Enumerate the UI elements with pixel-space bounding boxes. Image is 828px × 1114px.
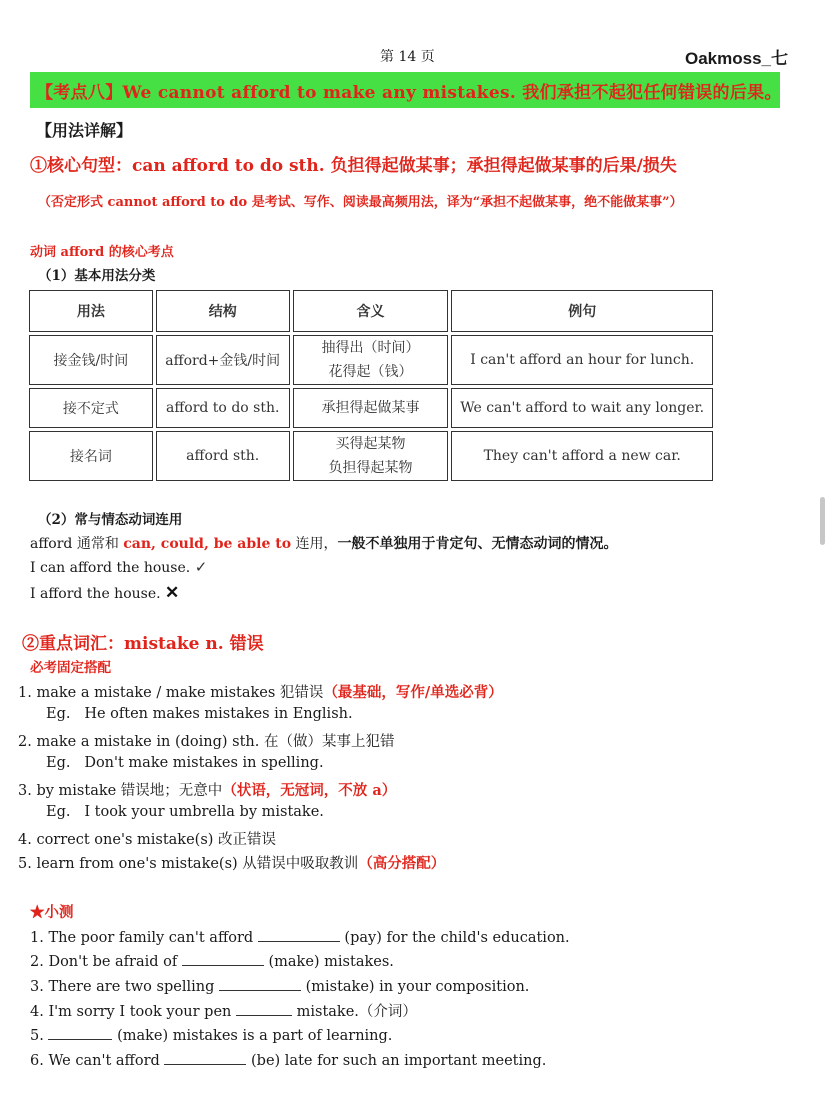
banner-text: 【考点八】We cannot afford to make any mistakes. 我们承担不起犯任何错误的后果。: [36, 82, 782, 103]
quiz-text: (make) mistakes is a part of learning.: [117, 1028, 393, 1044]
modal-text-part: afford 通常和: [30, 536, 119, 552]
answer-blank[interactable]: [236, 1001, 292, 1016]
quiz-item: [30, 951, 394, 970]
answer-blank[interactable]: [182, 951, 264, 966]
eg-label: Eg.: [46, 706, 71, 722]
quiz-number: 4.: [30, 1004, 44, 1020]
col-header-structure: 结构: [156, 290, 290, 332]
eg-text: He often makes mistakes in English.: [84, 706, 353, 722]
item-note: （高分搭配）: [358, 855, 446, 872]
meaning-line: 花得起（钱）: [328, 364, 413, 380]
usage-table: [26, 287, 716, 484]
table-row: [29, 388, 713, 428]
correct-example-text: I can afford the house.: [30, 560, 191, 576]
quiz-text: We can't afford: [48, 1053, 160, 1069]
core-pattern-note: （否定形式 cannot afford to do 是考试、写作、阅读最高频用法，译为“承担不起做某事，绝不能做某事”）: [38, 195, 683, 210]
cross-icon: ✕: [165, 583, 180, 603]
answer-blank[interactable]: [48, 1025, 112, 1040]
quiz-item: [30, 1025, 392, 1044]
item-text: learn from one's mistake(s) 从错误中吸取教训: [36, 856, 359, 872]
correct-example: [30, 558, 207, 576]
modal-usage-text: [30, 533, 618, 553]
eg-text: I took your umbrella by mistake.: [84, 804, 324, 820]
list-item: [18, 730, 394, 751]
meaning-line: 买得起某物: [335, 436, 406, 452]
quiz-number: 1.: [30, 930, 44, 946]
item-number: 4.: [18, 832, 32, 848]
quiz-text: mistake.（介词）: [296, 1004, 417, 1020]
item-text: by mistake 错误地；无意中: [36, 783, 223, 799]
quiz-item: [30, 976, 529, 995]
wrong-example: [30, 583, 179, 603]
item-number: 5.: [18, 856, 32, 872]
cell-structure: afford to do sth.: [156, 388, 290, 428]
eg-text: Don't make mistakes in spelling.: [84, 755, 324, 771]
quiz-text: Don't be afraid of: [48, 954, 178, 970]
item-number: 2.: [18, 734, 32, 750]
afford-core-title: 动词 afford 的核心考点: [30, 245, 174, 260]
list-item: [18, 779, 396, 800]
answer-blank[interactable]: [219, 976, 301, 991]
core-pattern-title: ①核心句型：can afford to do sth. 负担得起做某事；承担得起做某事的后果/损失: [30, 156, 677, 176]
list-item: [18, 681, 503, 702]
cell-usage: 接不定式: [29, 388, 153, 428]
quiz-text: I'm sorry I took your pen: [48, 1004, 232, 1020]
item-note: （最基础，写作/单选必背）: [323, 684, 503, 701]
quiz-number: 5.: [30, 1028, 44, 1044]
meaning-line: 抽得出（时间）: [321, 340, 420, 356]
scrollbar-thumb[interactable]: [820, 497, 825, 545]
cell-usage: 接名词: [29, 431, 153, 481]
item-number: 3.: [18, 783, 32, 799]
cell-example: They can't afford a new car.: [451, 431, 713, 481]
cell-meaning: [293, 335, 449, 385]
quiz-text: (be) late for such an important meeting.: [251, 1053, 547, 1069]
vocab-title: ②重点词汇：mistake n. 错误: [22, 634, 264, 654]
quiz-text: (make) mistakes.: [268, 954, 394, 970]
check-icon: ✓: [194, 558, 208, 576]
quiz-item: [30, 927, 570, 946]
modal-text-part: 连用，: [295, 536, 338, 552]
list-item-example: [46, 706, 353, 722]
page-number: 第 14 页: [380, 49, 435, 65]
cell-structure: afford+金钱/时间: [156, 335, 290, 385]
modal-emphasis: 一般不单独用于肯定句、无情态动词的情况。: [337, 536, 618, 552]
cell-structure: afford sth.: [156, 431, 290, 481]
cell-example: We can't afford to wait any longer.: [451, 388, 713, 428]
cell-meaning: 承担得起做某事: [293, 388, 449, 428]
modal-keywords: can, could, be able to: [123, 536, 292, 552]
cell-usage: 接金钱/时间: [29, 335, 153, 385]
quiz-title: ★小测: [30, 904, 74, 921]
quiz-text: (pay) for the child's education.: [344, 930, 570, 946]
item-text: correct one's mistake(s) 改正错误: [36, 832, 277, 848]
key-point-banner: [30, 72, 780, 108]
list-item-example: [46, 804, 324, 820]
section-heading-usage: 【用法详解】: [36, 121, 133, 140]
quiz-number: 3.: [30, 979, 44, 995]
quiz-text: There are two spelling: [48, 979, 215, 995]
col-header-meaning: 含义: [293, 290, 449, 332]
collocation-title: 必考固定搭配: [30, 660, 111, 676]
item-note: （状语，无冠词，不放 a）: [222, 782, 397, 799]
meaning-line: 负担得起某物: [328, 460, 413, 476]
table-row: [29, 335, 713, 385]
quiz-item: [30, 1050, 546, 1069]
item-text: make a mistake / make mistakes 犯错误: [36, 685, 324, 701]
list-item-example: [46, 755, 324, 771]
wrong-example-text: I afford the house.: [30, 586, 161, 602]
answer-blank[interactable]: [164, 1050, 246, 1065]
basic-usage-title: （1）基本用法分类: [38, 268, 156, 284]
list-item: [18, 852, 445, 873]
modal-usage-title: （2）常与情态动词连用: [38, 512, 183, 528]
table-row: [29, 431, 713, 481]
list-item: [18, 828, 276, 849]
eg-label: Eg.: [46, 755, 71, 771]
author-name: Oakmoss_七: [685, 49, 788, 68]
quiz-number: 2.: [30, 954, 44, 970]
quiz-text: The poor family can't afford: [48, 930, 254, 946]
item-number: 1.: [18, 685, 32, 701]
quiz-item: [30, 1000, 417, 1021]
item-text: make a mistake in (doing) sth. 在（做）某事上犯错: [36, 734, 395, 750]
eg-label: Eg.: [46, 804, 71, 820]
quiz-number: 6.: [30, 1053, 44, 1069]
col-header-usage: 用法: [29, 290, 153, 332]
table-header-row: [29, 290, 713, 332]
cell-example: I can't afford an hour for lunch.: [451, 335, 713, 385]
quiz-text: (mistake) in your composition.: [305, 979, 530, 995]
col-header-example: 例句: [451, 290, 713, 332]
cell-meaning: [293, 431, 449, 481]
answer-blank[interactable]: [258, 927, 340, 942]
